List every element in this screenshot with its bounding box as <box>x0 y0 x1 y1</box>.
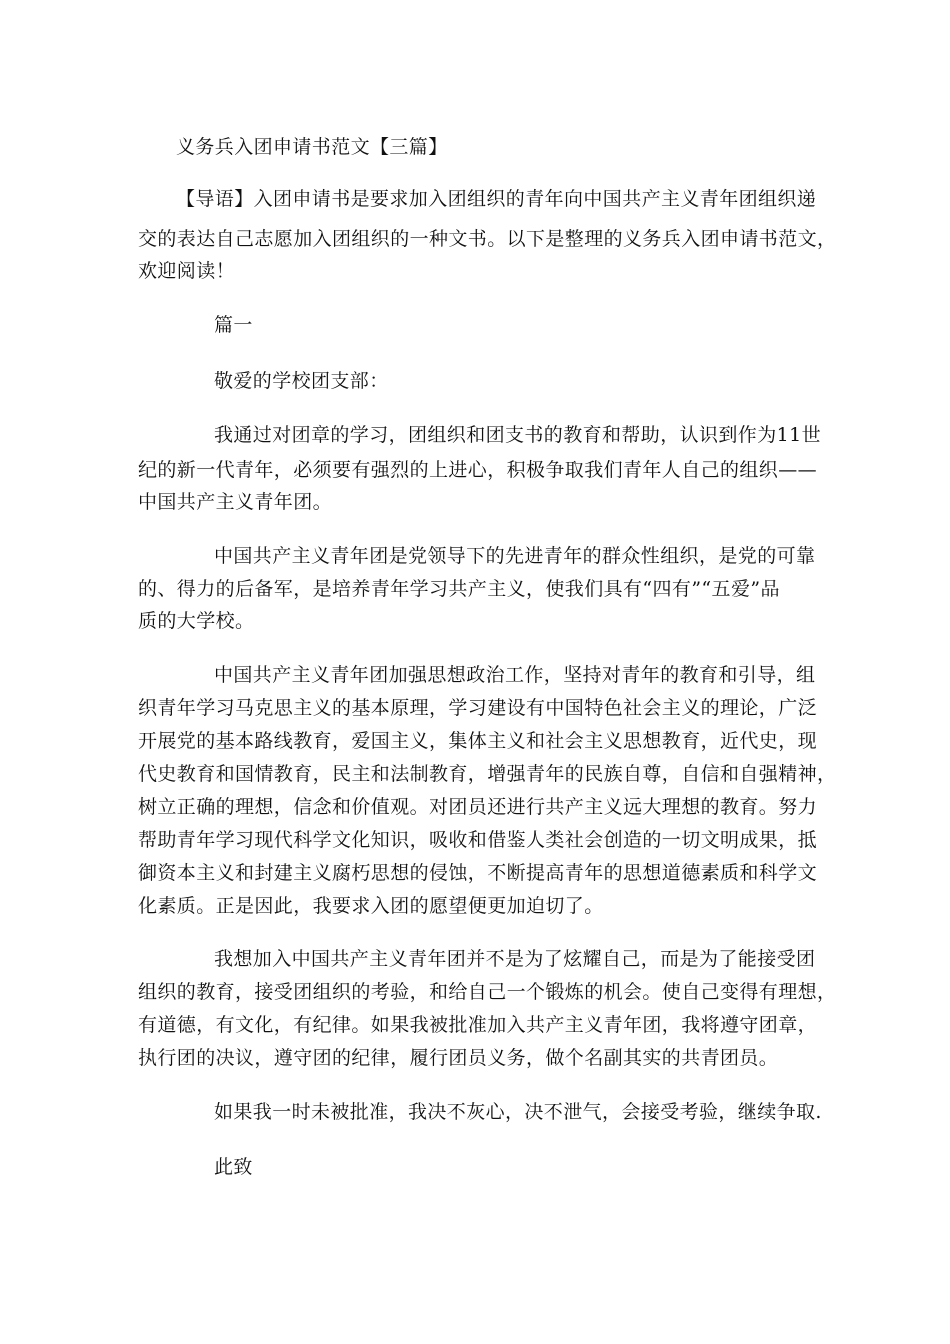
salutation: 敬爱的学校团支部： <box>214 370 389 392</box>
document-title: 义务兵入团申请书范文【三篇】 <box>176 136 448 158</box>
paragraph-3-line-4: 代史教育和国情教育，民主和法制教育，增强青年的民族自尊，自信和自强精神， <box>138 763 837 785</box>
paragraph-3-line-7: 御资本主义和封建主义腐朽思想的侵蚀，不断提高青年的思想道德素质和科学文 <box>138 862 818 884</box>
paragraph-1-line-3: 中国共产主义青年团。 <box>138 491 333 513</box>
paragraph-4-line-1: 我想加入中国共产主义青年团并不是为了炫耀自己，而是为了能接受团 <box>214 948 816 970</box>
paragraph-3-line-1: 中国共产主义青年团加强思想政治工作，坚持对青年的教育和引导，组 <box>214 664 816 686</box>
paragraph-2-line-3: 质的大学校。 <box>138 610 255 632</box>
paragraph-1-line-2: 纪的新一代青年，必须要有强烈的上进心，积极争取我们青年人自己的组织—— <box>138 459 818 481</box>
paragraph-4-line-3: 有道德，有文化，有纪律。如果我被批准加入共产主义青年团，我将遵守团章， <box>138 1014 818 1036</box>
paragraph-3-line-6: 帮助青年学习现代科学文化知识，吸收和借鉴人类社会创造的一切文明成果，抵 <box>138 829 818 851</box>
paragraph-4-line-2: 组织的教育，接受团组织的考验，和给自己一个锻炼的机会。使自己变得有理想， <box>138 981 837 1003</box>
closing: 此致 <box>214 1156 253 1178</box>
paragraph-3-line-8: 化素质。正是因此，我要求入团的愿望便更加迫切了。 <box>138 895 604 917</box>
paragraph-3-line-3: 开展党的基本路线教育，爱国主义，集体主义和社会主义思想教育，近代史，现 <box>138 730 818 752</box>
paragraph-2-line-1: 中国共产主义青年团是党领导下的先进青年的群众性组织，是党的可靠 <box>214 545 816 567</box>
paragraph-3-line-5: 树立正确的理想，信念和价值观。对团员还进行共产主义远大理想的教育。努力 <box>138 796 818 818</box>
paragraph-5: 如果我一时未被批准，我决不灰心，决不泄气，会接受考验，继续争取. <box>214 1101 822 1123</box>
paragraph-4-line-4: 执行团的决议，遵守团的纪律，履行团员义务，做个名副其实的共青团员。 <box>138 1047 779 1069</box>
paragraph-2-line-2: 的、得力的后备军，是培养青年学习共产主义，使我们具有“四有”“五爱”品 <box>138 578 780 600</box>
intro-line-2: 交的表达自己志愿加入团组织的一种文书。以下是整理的义务兵入团申请书范文， <box>138 228 837 250</box>
intro-line-1: 【导语】入团申请书是要求加入团组织的青年向中国共产主义青年团组织递 <box>176 188 817 210</box>
intro-line-3: 欢迎阅读！ <box>138 260 236 282</box>
paragraph-1-line-1: 我通过对团章的学习，团组织和团支书的教育和帮助，认识到作为11世 <box>214 424 821 446</box>
section-heading: 篇一 <box>214 314 253 336</box>
paragraph-3-line-2: 织青年学习马克思主义的基本原理，学习建设有中国特色社会主义的理论，广泛 <box>138 697 818 719</box>
